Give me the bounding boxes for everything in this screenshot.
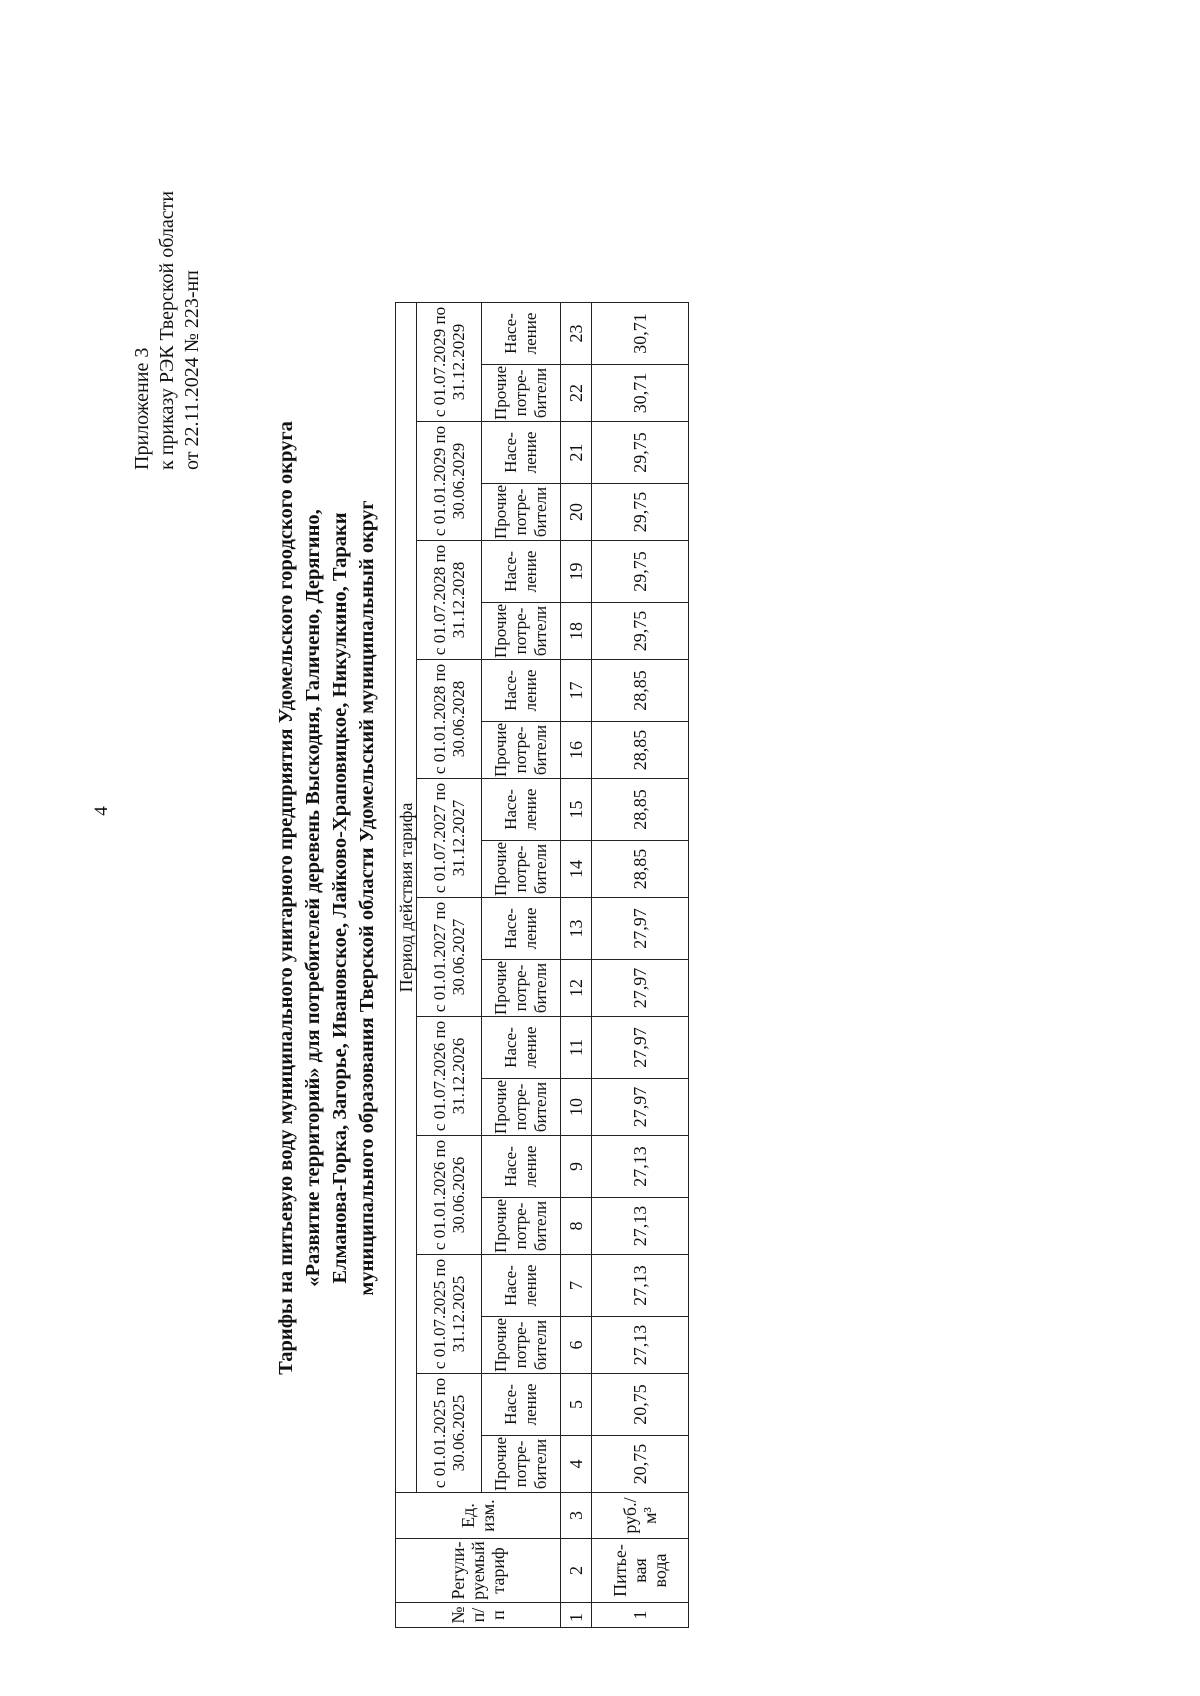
- subheader-population: Насе-ление: [482, 660, 561, 722]
- subheader-other-consumers: Прочие потре-бители: [482, 1079, 561, 1136]
- tariff-value: 29,75: [592, 422, 689, 484]
- column-index: 19: [561, 541, 592, 603]
- document-title: [273, 378, 381, 1418]
- column-index: 6: [561, 1317, 592, 1374]
- tariff-value: 20,75: [592, 1436, 689, 1493]
- tariff-value: 30,71: [592, 365, 689, 422]
- header-unit: Ед. изм.: [396, 1493, 561, 1539]
- title-line-2: «Развитие территорий» для потребителей деревень Выскодня, Галичено, Дерягино,: [302, 509, 324, 1287]
- column-index: 15: [561, 779, 592, 841]
- period-header: с 01.07.2028 по 31.12.2028: [417, 541, 482, 660]
- tariff-value: 28,85: [592, 841, 689, 898]
- tariff-value: 27,13: [592, 1317, 689, 1374]
- column-index: 7: [561, 1255, 592, 1317]
- column-index: 20: [561, 484, 592, 541]
- column-index-row: [561, 303, 592, 1628]
- tariff-value: 27,97: [592, 1079, 689, 1136]
- column-index: 2: [561, 1539, 592, 1603]
- column-index: 16: [561, 722, 592, 779]
- tariff-value: 29,75: [592, 484, 689, 541]
- subheader-other-consumers: Прочие потре-бители: [482, 1317, 561, 1374]
- tariff-value: 27,13: [592, 1255, 689, 1317]
- period-header: с 01.01.2029 по 30.06.2029: [417, 422, 482, 541]
- row-unit: руб./м³: [592, 1493, 689, 1539]
- appendix-line-2: к приказу РЭК Тверской области: [156, 190, 178, 470]
- tariff-value: 27,97: [592, 960, 689, 1017]
- period-header: с 01.07.2025 по 31.12.2025: [417, 1255, 482, 1374]
- column-index: 3: [561, 1493, 592, 1539]
- subheader-other-consumers: Прочие потре-бители: [482, 841, 561, 898]
- column-index: 11: [561, 1017, 592, 1079]
- column-index: 18: [561, 603, 592, 660]
- column-index: 22: [561, 365, 592, 422]
- header-tariff: Регули-руемый тариф: [396, 1539, 561, 1603]
- period-header: с 01.07.2029 по 31.12.2029: [417, 303, 482, 422]
- tariff-table: [395, 302, 689, 1628]
- column-index: 1: [561, 1603, 592, 1628]
- tariff-value: 28,85: [592, 779, 689, 841]
- column-index: 8: [561, 1198, 592, 1255]
- table-row: [592, 303, 689, 1628]
- column-index: 5: [561, 1374, 592, 1436]
- tariff-value: 28,85: [592, 722, 689, 779]
- tariff-value: 27,13: [592, 1136, 689, 1198]
- subheader-other-consumers: Прочие потре-бители: [482, 484, 561, 541]
- tariff-value: 27,97: [592, 898, 689, 960]
- subheader-other-consumers: Прочие потре-бители: [482, 1436, 561, 1493]
- appendix-line-1: Приложение 3: [131, 347, 153, 470]
- subheader-population: Насе-ление: [482, 1136, 561, 1198]
- period-header: с 01.01.2026 по 30.06.2026: [417, 1136, 482, 1255]
- subheader-other-consumers: Прочие потре-бители: [482, 960, 561, 1017]
- column-index: 9: [561, 1136, 592, 1198]
- column-index: 4: [561, 1436, 592, 1493]
- column-index: 21: [561, 422, 592, 484]
- subheader-population: Насе-ление: [482, 541, 561, 603]
- period-header: с 01.07.2026 по 31.12.2026: [417, 1017, 482, 1136]
- tariff-value: 20,75: [592, 1374, 689, 1436]
- page-number: 4: [91, 806, 112, 816]
- title-line-3: Елманова-Горка, Загорье, Ивановское, Лайково-Храповицкое, Никулкино, Тараки: [329, 512, 351, 1284]
- subheader-population: Насе-ление: [482, 779, 561, 841]
- appendix-reference: [130, 191, 205, 470]
- column-index: 23: [561, 303, 592, 365]
- column-index: 13: [561, 898, 592, 960]
- subheader-population: Насе-ление: [482, 1017, 561, 1079]
- tariff-value: 27,97: [592, 1017, 689, 1079]
- header-number: № п/п: [396, 1603, 561, 1628]
- subheader-population: Насе-ление: [482, 1255, 561, 1317]
- subheader-population: Насе-ление: [482, 303, 561, 365]
- period-header: с 01.01.2027 по 30.06.2027: [417, 898, 482, 1017]
- column-index: 12: [561, 960, 592, 1017]
- subheader-other-consumers: Прочие потре-бители: [482, 722, 561, 779]
- rotated-page-content: [0, 38, 1200, 1658]
- tariff-value: 28,85: [592, 660, 689, 722]
- subheader-population: Насе-ление: [482, 422, 561, 484]
- subheader-other-consumers: Прочие потре-бители: [482, 365, 561, 422]
- subheader-other-consumers: Прочие потре-бители: [482, 1198, 561, 1255]
- title-line-4: муниципального образования Тверской области Удомельский муниципальный округ: [356, 500, 378, 1296]
- period-header: с 01.01.2028 по 30.06.2028: [417, 660, 482, 779]
- column-index: 17: [561, 660, 592, 722]
- column-index: 14: [561, 841, 592, 898]
- tariff-value: 29,75: [592, 541, 689, 603]
- period-header: с 01.01.2025 по 30.06.2025: [417, 1374, 482, 1493]
- tariff-value: 30,71: [592, 303, 689, 365]
- tariff-value: 27,13: [592, 1198, 689, 1255]
- subheader-population: Насе-ление: [482, 1374, 561, 1436]
- column-index: 10: [561, 1079, 592, 1136]
- title-line-1: Тарифы на питьевую воду муниципального унитарного предприятия Удомельского городского округа: [275, 421, 297, 1375]
- header-period: Период действия тарифа: [396, 303, 417, 1493]
- appendix-line-3: от 22.11.2024 № 223-нп: [181, 270, 203, 470]
- subheader-other-consumers: Прочие потре-бители: [482, 603, 561, 660]
- row-number: 1: [592, 1603, 689, 1628]
- tariff-value: 29,75: [592, 603, 689, 660]
- period-header: с 01.07.2027 по 31.12.2027: [417, 779, 482, 898]
- subheader-population: Насе-ление: [482, 898, 561, 960]
- row-tariff-name: Питье-вая вода: [592, 1539, 689, 1603]
